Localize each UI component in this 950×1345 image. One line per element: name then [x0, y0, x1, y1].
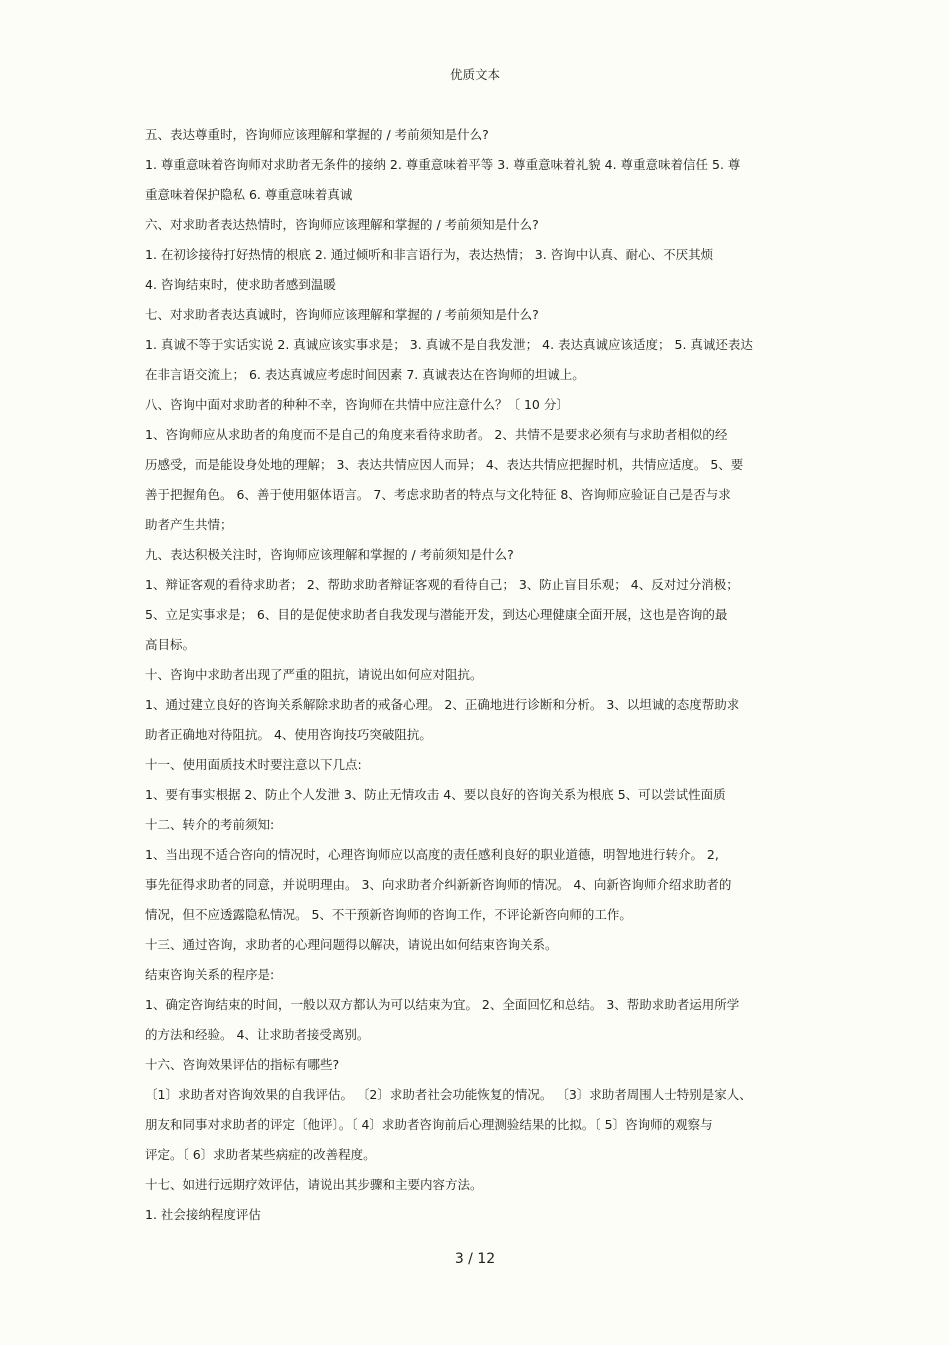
text-line: 1、辩证客观的看待求助者； 2、帮助求助者辩证客观的看待自己； 3、防止盲目乐观； 4、反对过分消极；: [145, 577, 739, 592]
text-line: 重意味着保护隐私 6. 尊重意味着真诚: [145, 187, 353, 202]
text-line: 1. 尊重意味着咨询师对求助者无条件的接纳 2. 尊重意味着平等 3. 尊重意味着礼貌 4. 尊重意味着信任 5. 尊: [145, 157, 741, 172]
document-body: [145, 126, 810, 1236]
text-line: 1、确定咨询结束的时间，一般以双方都认为可以结束为宜。 2、全面回忆和总结。 3、帮助求助者运用所学: [145, 997, 740, 1012]
text-line: 六、对求助者表达热情时，咨询师应该理解和掌握的 / 考前须知是什么?: [145, 217, 539, 232]
text-line: 十一、使用面质技术时要注意以下几点:: [145, 757, 362, 772]
text-line: 高目标。: [145, 637, 196, 652]
text-line: 十、咨询中求助者出现了严重的阻抗，请说出如何应对阻抗。: [145, 667, 483, 682]
text-line: 结束咨询关系的程序是:: [145, 967, 275, 982]
text-line: 1. 社会接纳程度评估: [145, 1207, 261, 1222]
text-line: 1、咨询师应从求助者的角度而不是自己的角度来看待求助者。 2、共情不是要求必须有与求助者相似的经: [145, 427, 728, 442]
text-line: 助者产生共情；: [145, 517, 233, 532]
text-line: 1. 在初诊接待打好热情的根底 2. 通过倾听和非言语行为，表达热情； 3. 咨询中认真、耐心、不厌其烦: [145, 247, 714, 262]
text-line: 十二、转介的考前须知:: [145, 817, 275, 832]
text-line: 助者正确地对待阻抗。 4、使用咨询技巧突破阻抗。: [145, 727, 432, 742]
text-line: 〔1〕求助者对咨询效果的自我评估。 〔2〕求助者社会功能恢复的情况。 〔3〕求助者周围人士特别是家人、: [145, 1087, 752, 1102]
text-line: 情况，但不应透露隐私情况。 5、不干预新咨询师的咨询工作，不评论新咨向师的工作。: [145, 907, 632, 922]
text-line: 七、对求助者表达真诚时，咨询师应该理解和掌握的 / 考前须知是什么?: [145, 307, 539, 322]
text-line: 五、表达尊重时，咨询师应该理解和掌握的 / 考前须知是什么?: [145, 127, 489, 142]
text-line: 4. 咨询结束时，使求助者感到温暖: [145, 277, 336, 292]
text-line: 1、通过建立良好的咨询关系解除求助者的戒备心理。 2、正确地进行诊断和分析。 3、以坦诚的态度帮助求: [145, 697, 740, 712]
text-line: 朋友和同事对求助者的评定〔他评〕。〔 4〕求助者咨询前后心理测验结果的比拟。〔 5〕咨询师的观察与: [145, 1117, 713, 1132]
page-header: 优质文本: [449, 67, 500, 82]
page-number: 3 / 12: [454, 1251, 496, 1267]
text-line: 八、咨询中面对求助者的种种不幸，咨询师在共情中应注意什么？〔 10 分〕: [145, 397, 569, 412]
text-line: 1、要有事实根据 2、防止个人发泄 3、防止无情攻击 4、要以良好的咨询关系为根底 5、可以尝试性面质: [145, 787, 726, 802]
text-line: 1、当出现不适合咨向的情况时，心理咨询师应以高度的责任感利良好的职业道德，明智地进行转介。 2,: [145, 847, 719, 862]
text-line: 在非言语交流上； 6. 表达真诚应考虑时间因素 7. 真诚表达在咨询师的坦诚上。: [145, 367, 585, 382]
text-line: 评定。〔 6〕求助者某些病症的改善程度。: [145, 1147, 376, 1162]
text-line: 善于把握角色。 6、善于使用躯体语言。 7、考虑求助者的特点与文化特征 8、咨询师应验证自己是否与求: [145, 487, 731, 502]
text-line: 十七、如进行远期疗效评估，请说出其步骤和主要内容方法。: [145, 1177, 483, 1192]
text-line: 十三、通过咨询，求助者的心理问题得以解决，请说出如何结束咨询关系。: [145, 937, 558, 952]
text-line: 九、表达积极关注时，咨询师应该理解和掌握的 / 考前须知是什么?: [145, 547, 514, 562]
text-line: 历感受，而是能设身处地的理解； 3、表达共情应因人而异； 4、表达共情应把握时机，共情应适度。 5、要: [145, 457, 744, 472]
text-line: 的方法和经验。 4、让求助者接受离别。: [145, 1027, 370, 1042]
text-line: 事先征得求助者的同意，并说明理由。 3、向求助者介纠新新咨询师的情况。 4、向新咨询师介绍求助者的: [145, 877, 732, 892]
text-line: 1. 真诚不等于实话实说 2. 真诚应该实事求是； 3. 真诚不是自我发泄； 4. 表达真诚应该适度； 5. 真诚还表达: [145, 337, 753, 352]
text-line: 十六、咨询效果评估的指标有哪些?: [145, 1057, 340, 1072]
text-line: 5、立足实事求是； 6、目的是促使求助者自我发现与潜能开发，到达心理健康全面开展，这也是咨询的最: [145, 607, 728, 622]
